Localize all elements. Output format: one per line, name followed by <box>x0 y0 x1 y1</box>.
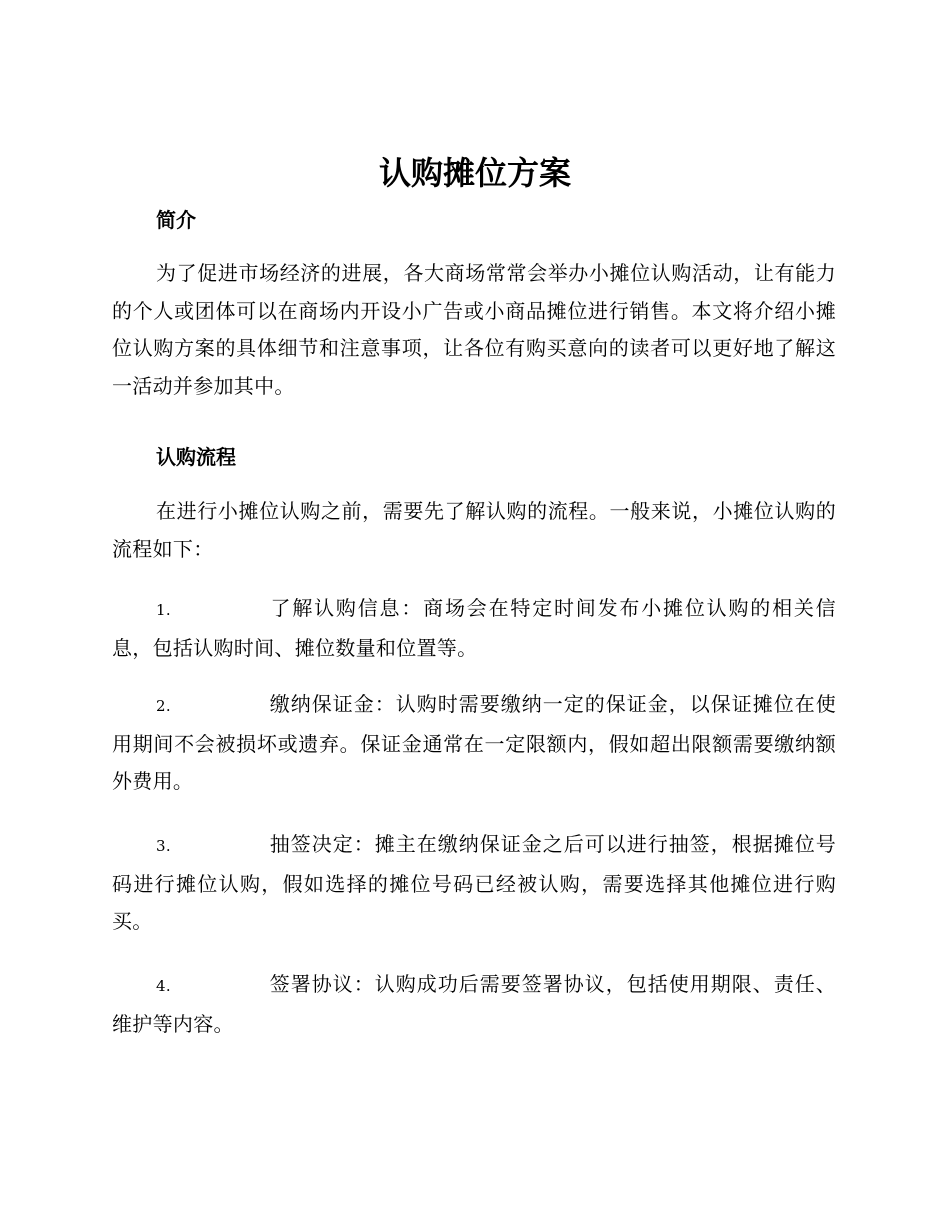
list-item <box>112 590 836 667</box>
list-item-number: 2. <box>156 697 171 715</box>
intro-paragraph: 为了促进市场经济的进展，各大商场常常会举办小摊位认购活动，让有能力的个人或团体可以在商场内开设小广告或小商品摊位进行销售。本文将介绍小摊位认购方案的具体细节和注意事项，让各位有购买意向的读者可以更好地了解这一活动并参加其中。 <box>112 261 836 398</box>
section-heading-intro: 简介 <box>156 208 196 232</box>
section-heading-process: 认购流程 <box>156 445 236 469</box>
process-intro-paragraph: 在进行小摊位认购之前，需要先了解认购的流程。一般来说，小摊位认购的流程如下： <box>112 499 836 561</box>
list-item <box>112 826 836 941</box>
list-item-number: 4. <box>156 977 171 995</box>
list-item <box>112 686 836 801</box>
list-item-number: 1. <box>156 601 171 619</box>
list-item-text: 缴纳保证金：认购时需要缴纳一定的保证金，以保证摊位在使用期间不会被损坏或遗弃。保证金通常在一定限额内，假如超出限额需要缴纳额外费用。 <box>112 692 836 793</box>
document-title: 认购摊位方案 <box>378 154 571 192</box>
list-item-text: 签署协议：认购成功后需要签署协议，包括使用期限、责任、维护等内容。 <box>112 972 836 1036</box>
list-item-number: 3. <box>156 837 171 855</box>
list-item <box>112 966 836 1043</box>
list-item-text: 了解认购信息：商场会在特定时间发布小摊位认购的相关信息，包括认购时间、摊位数量和位置等。 <box>112 596 836 660</box>
list-item-text: 抽签决定：摊主在缴纳保证金之后可以进行抽签，根据摊位号码进行摊位认购，假如选择的摊位号码已经被认购，需要选择其他摊位进行购买。 <box>112 832 836 933</box>
